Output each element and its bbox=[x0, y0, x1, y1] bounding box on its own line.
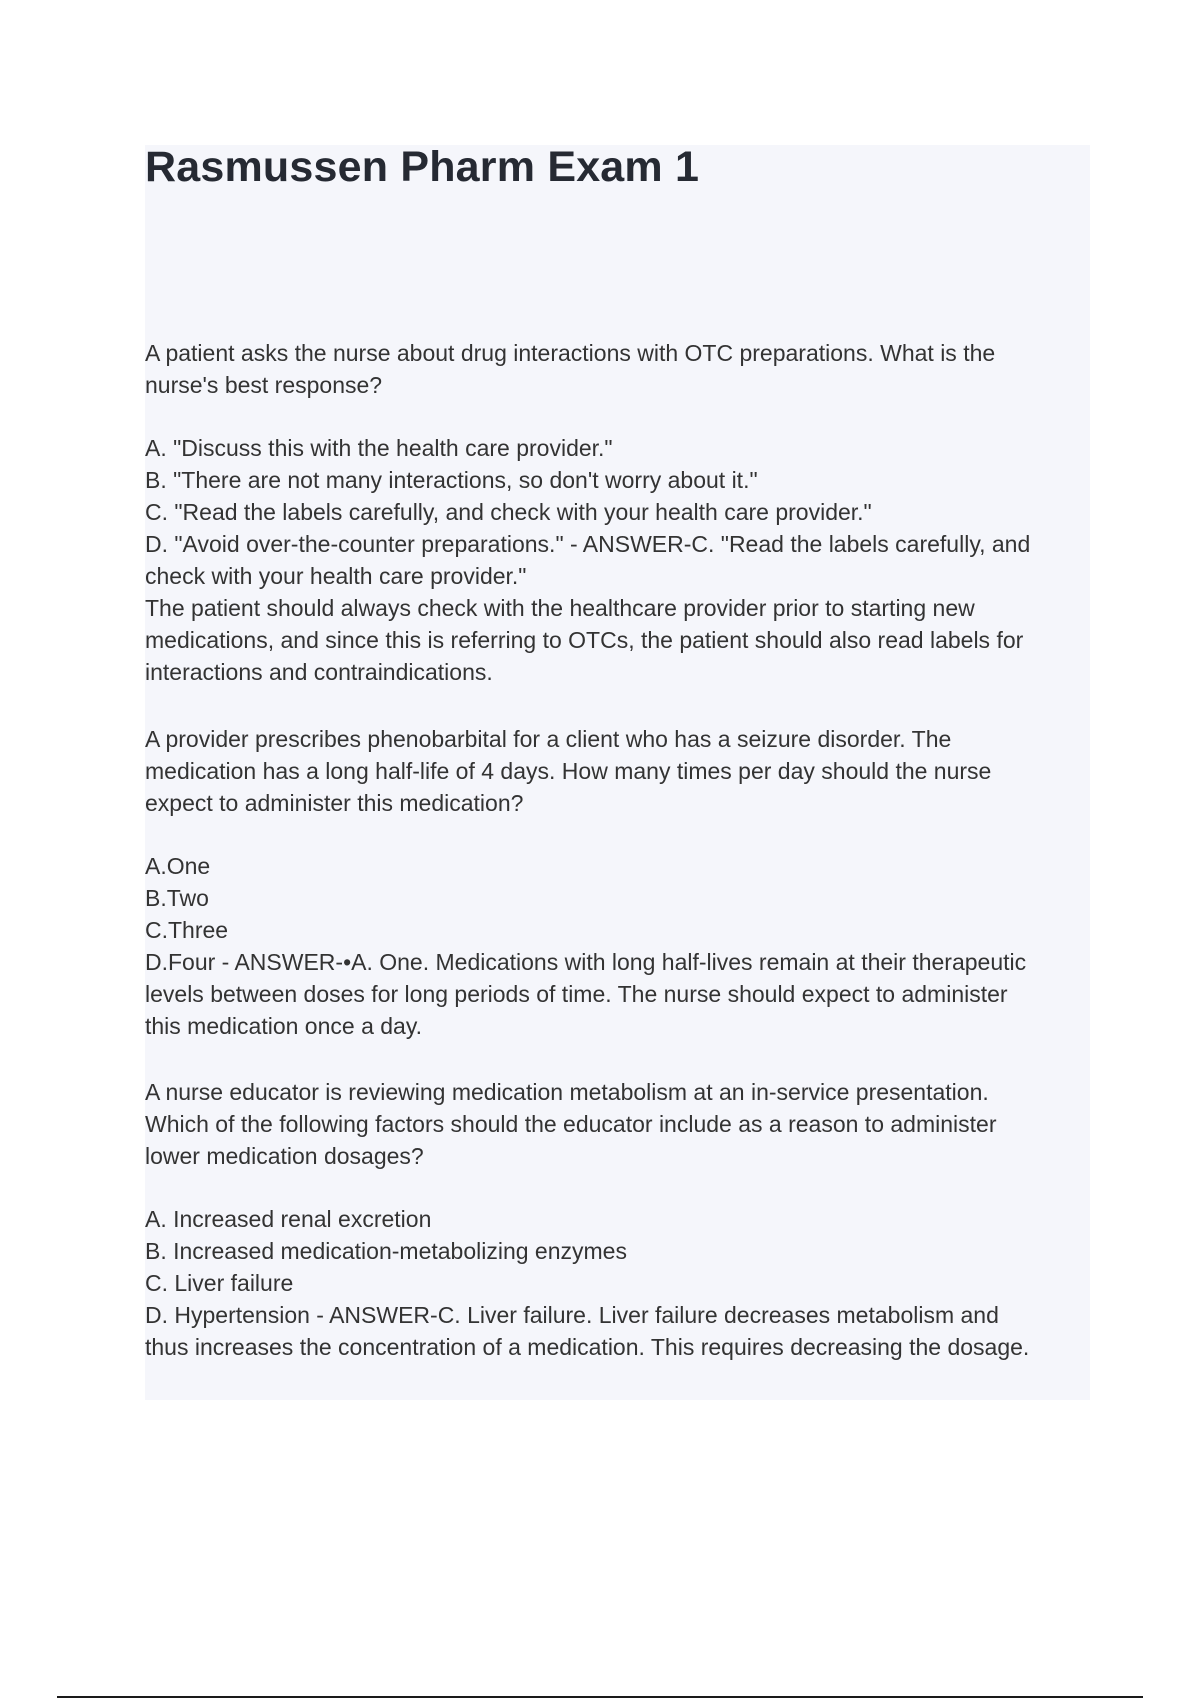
text-line: medication has a long half-life of 4 days. How many times per day should the nurse bbox=[145, 758, 992, 784]
option-d-answer-cont: check with your health care provider." bbox=[145, 563, 527, 589]
text-line: nurse's best response? bbox=[145, 372, 383, 398]
option-c: C.Three bbox=[145, 917, 229, 943]
question-3-stem bbox=[145, 1076, 1090, 1172]
option-a: A. Increased renal excretion bbox=[145, 1206, 432, 1232]
option-a: A. "Discuss this with the health care provider." bbox=[145, 435, 613, 461]
question-1-options bbox=[145, 432, 1090, 688]
option-d-answer: D. Hypertension - ANSWER-C. Liver failure. Liver failure decreases metabolism and bbox=[145, 1302, 999, 1328]
option-d-answer: D. "Avoid over-the-counter preparations." - ANSWER-C. "Read the labels carefully, and bbox=[145, 531, 1031, 557]
rationale-line: interactions and contraindications. bbox=[145, 659, 493, 685]
option-b: B.Two bbox=[145, 885, 209, 911]
question-2-options bbox=[145, 850, 1090, 1042]
option-c: C. Liver failure bbox=[145, 1270, 294, 1296]
option-d-answer: D.Four - ANSWER-•A. One. Medications with long half-lives remain at their therapeutic bbox=[145, 949, 1027, 975]
option-d-answer-cont: this medication once a day. bbox=[145, 1013, 423, 1039]
text-line: A nurse educator is reviewing medication metabolism at an in-service presentation. bbox=[145, 1079, 989, 1105]
option-a: A.One bbox=[145, 853, 211, 879]
text-line: lower medication dosages? bbox=[145, 1143, 424, 1169]
text-line: A patient asks the nurse about drug interactions with OTC preparations. What is the bbox=[145, 340, 996, 366]
text-line: Which of the following factors should the educator include as a reason to administer bbox=[145, 1111, 997, 1137]
document-title: Rasmussen Pharm Exam 1 bbox=[145, 143, 700, 191]
question-3-options bbox=[145, 1203, 1090, 1363]
question-2-stem bbox=[145, 723, 1090, 819]
option-d-answer-cont: levels between doses for long periods of time. The nurse should expect to administer bbox=[145, 981, 1008, 1007]
rationale-line: The patient should always check with the healthcare provider prior to starting new bbox=[145, 595, 975, 621]
text-line: expect to administer this medication? bbox=[145, 790, 524, 816]
option-b: B. Increased medication-metabolizing enzymes bbox=[145, 1238, 627, 1264]
question-1-stem bbox=[145, 337, 1090, 401]
option-b: B. "There are not many interactions, so don't worry about it." bbox=[145, 467, 758, 493]
footer-divider bbox=[57, 1696, 1143, 1698]
rationale-line: medications, and since this is referring to OTCs, the patient should also read labels for bbox=[145, 627, 1024, 653]
text-line: A provider prescribes phenobarbital for a client who has a seizure disorder. The bbox=[145, 726, 952, 752]
option-d-answer-cont: thus increases the concentration of a medication. This requires decreasing the dosage. bbox=[145, 1334, 1030, 1360]
option-c: C. "Read the labels carefully, and check with your health care provider." bbox=[145, 499, 872, 525]
